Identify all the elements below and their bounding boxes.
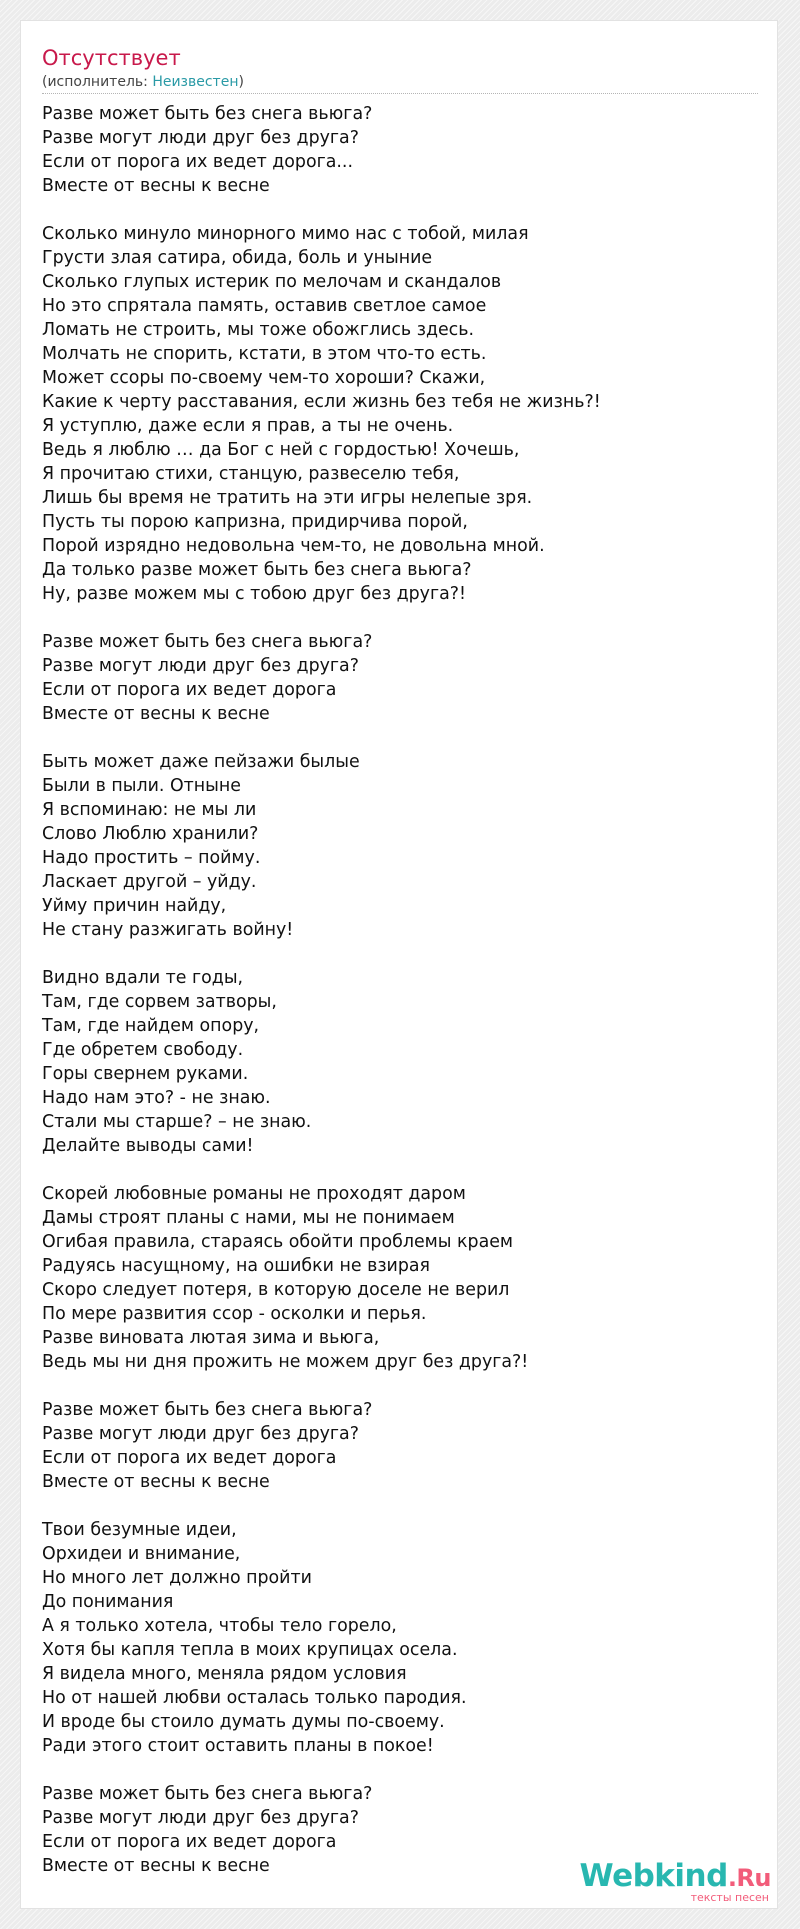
lyric-line: Но это спрятала память, оставив светлое самое bbox=[42, 296, 487, 316]
lyric-line: Дамы строят планы с нами, мы не понимаем bbox=[42, 1208, 455, 1228]
lyric-line: Я видела много, меняла рядом условия bbox=[42, 1664, 407, 1684]
lyric-line: Горы свернем руками. bbox=[42, 1064, 249, 1084]
lyric-line: Ну, разве можем мы с тобою друг без друга?! bbox=[42, 584, 466, 604]
lyric-line: Твои безумные идеи, bbox=[42, 1520, 237, 1540]
lyric-line: Лишь бы время не тратить на эти игры нелепые зря. bbox=[42, 488, 533, 508]
lyric-line: До понимания bbox=[42, 1592, 174, 1612]
lyric-line: Ради этого стоит оставить планы в покое! bbox=[42, 1736, 434, 1756]
lyrics-body bbox=[42, 102, 762, 1902]
lyrics-stanza bbox=[42, 1398, 762, 1494]
lyric-line: Какие к черту расставания, если жизнь без тебя не жизнь?! bbox=[42, 392, 601, 412]
song-header bbox=[42, 45, 758, 94]
lyric-line: Орхидеи и внимание, bbox=[42, 1544, 241, 1564]
lyric-line: Надо простить – пойму. bbox=[42, 848, 261, 868]
lyric-line: Я вспоминаю: не мы ли bbox=[42, 800, 257, 820]
lyric-line: Разве может быть без снега вьюга? bbox=[42, 1400, 373, 1420]
lyric-line: Вместе от весны к весне bbox=[42, 704, 270, 724]
lyrics-stanza bbox=[42, 630, 762, 726]
lyric-line: Вместе от весны к весне bbox=[42, 1472, 270, 1492]
lyrics-stanza bbox=[42, 750, 762, 942]
lyric-line: Радуясь насущному, на ошибки не взирая bbox=[42, 1256, 431, 1276]
lyric-line: Разве могут люди друг без друга? bbox=[42, 128, 359, 148]
lyric-line: Хотя бы капля тепла в моих крупицах осела. bbox=[42, 1640, 458, 1660]
lyrics-stanza bbox=[42, 222, 762, 606]
lyric-line: Вместе от весны к весне bbox=[42, 1856, 270, 1876]
lyrics-stanza bbox=[42, 1518, 762, 1758]
song-title: Отсутствует bbox=[42, 46, 181, 70]
performer-line bbox=[42, 73, 758, 91]
lyric-line: Где обретем свободу. bbox=[42, 1040, 244, 1060]
brand-name-main: Webkind bbox=[579, 1858, 728, 1894]
lyric-line: Ведь мы ни дня прожить не можем друг без друга?! bbox=[42, 1352, 529, 1372]
lyrics-stanza bbox=[42, 102, 762, 198]
performer-suffix: ) bbox=[238, 74, 244, 90]
lyric-line: По мере развития ссор - осколки и перья. bbox=[42, 1304, 427, 1324]
lyric-line: Не стану разжигать войну! bbox=[42, 920, 294, 940]
lyric-line: Скорей любовные романы не проходят даром bbox=[42, 1184, 466, 1204]
lyric-line: Но от нашей любви осталась только пародия. bbox=[42, 1688, 467, 1708]
lyric-line: Уйму причин найду, bbox=[42, 896, 227, 916]
lyric-line: Ласкает другой – уйду. bbox=[42, 872, 257, 892]
performer-prefix: (исполнитель: bbox=[42, 74, 153, 90]
lyric-line: Разве может быть без снега вьюга? bbox=[42, 632, 373, 652]
lyric-line: Ломать не строить, мы тоже обожглись здесь. bbox=[42, 320, 475, 340]
lyric-line: Разве может быть без снега вьюга? bbox=[42, 104, 373, 124]
lyric-line: Но много лет должно пройти bbox=[42, 1568, 312, 1588]
lyric-line: И вроде бы стоило думать думы по-своему. bbox=[42, 1712, 445, 1732]
lyric-line: Вместе от весны к весне bbox=[42, 176, 270, 196]
lyrics-card bbox=[20, 20, 778, 1909]
performer-link[interactable]: Неизвестен bbox=[152, 74, 239, 90]
lyric-line: Там, где найдем опору, bbox=[42, 1016, 260, 1036]
lyric-line: Разве может быть без снега вьюга? bbox=[42, 1784, 373, 1804]
lyric-line: Сколько глупых истерик по мелочам и скандалов bbox=[42, 272, 502, 292]
lyric-line: Если от порога их ведет дорога bbox=[42, 1448, 337, 1468]
brand-tld: .Ru bbox=[727, 1864, 771, 1892]
lyric-line: Стали мы старше? – не знаю. bbox=[42, 1112, 312, 1132]
lyric-line: Слово Люблю хранили? bbox=[42, 824, 259, 844]
lyric-line: Делайте выводы сами! bbox=[42, 1136, 254, 1156]
lyric-line: Быть может даже пейзажи былые bbox=[42, 752, 360, 772]
lyric-line: Молчать не спорить, кстати, в этом что-то есть. bbox=[42, 344, 487, 364]
lyric-line: Грусти злая сатира, обида, боль и уныние bbox=[42, 248, 433, 268]
lyric-line: Если от порога их ведет дорога... bbox=[42, 152, 353, 172]
lyric-line: Разве виновата лютая зима и вьюга, bbox=[42, 1328, 380, 1348]
lyric-line: Ведь я люблю … да Бог с ней с гордостью! Хочешь, bbox=[42, 440, 520, 460]
lyric-line: Были в пыли. Отныне bbox=[42, 776, 241, 796]
lyric-line: Сколько минуло минорного мимо нас с тобой, милая bbox=[42, 224, 529, 244]
lyric-line: Порой изрядно недовольна чем-то, не довольна мной. bbox=[42, 536, 545, 556]
lyric-line: Огибая правила, стараясь обойти проблемы краем bbox=[42, 1232, 514, 1252]
lyric-line: Может ссоры по-своему чем-то хороши? Скажи, bbox=[42, 368, 486, 388]
lyric-line: Я прочитаю стихи, станцую, развеселю тебя, bbox=[42, 464, 460, 484]
lyric-line: Там, где сорвем затворы, bbox=[42, 992, 277, 1012]
lyric-line: Пусть ты порою капризна, придирчива порой, bbox=[42, 512, 468, 532]
lyrics-stanza bbox=[42, 966, 762, 1158]
lyric-line: Разве могут люди друг без друга? bbox=[42, 656, 359, 676]
lyric-line: Я уступлю, даже если я прав, а ты не очень. bbox=[42, 416, 454, 436]
lyric-line: Да только разве может быть без снега вьюга? bbox=[42, 560, 472, 580]
lyric-line: Если от порога их ведет дорога bbox=[42, 1832, 337, 1852]
lyric-line: Разве могут люди друг без друга? bbox=[42, 1424, 359, 1444]
lyric-line: Если от порога их ведет дорога bbox=[42, 680, 337, 700]
lyric-line: А я только хотела, чтобы тело горело, bbox=[42, 1616, 397, 1636]
brand-name bbox=[580, 1860, 772, 1894]
lyric-line: Надо нам это? - не знаю. bbox=[42, 1088, 271, 1108]
lyrics-stanza bbox=[42, 1182, 762, 1374]
lyric-line: Разве могут люди друг без друга? bbox=[42, 1808, 359, 1828]
brand-tagline: тексты песен bbox=[690, 1891, 769, 1904]
lyric-line: Видно вдали те годы, bbox=[42, 968, 244, 988]
lyric-line: Скоро следует потеря, в которую доселе не верил bbox=[42, 1280, 510, 1300]
webkind-logo[interactable] bbox=[580, 1860, 772, 1904]
